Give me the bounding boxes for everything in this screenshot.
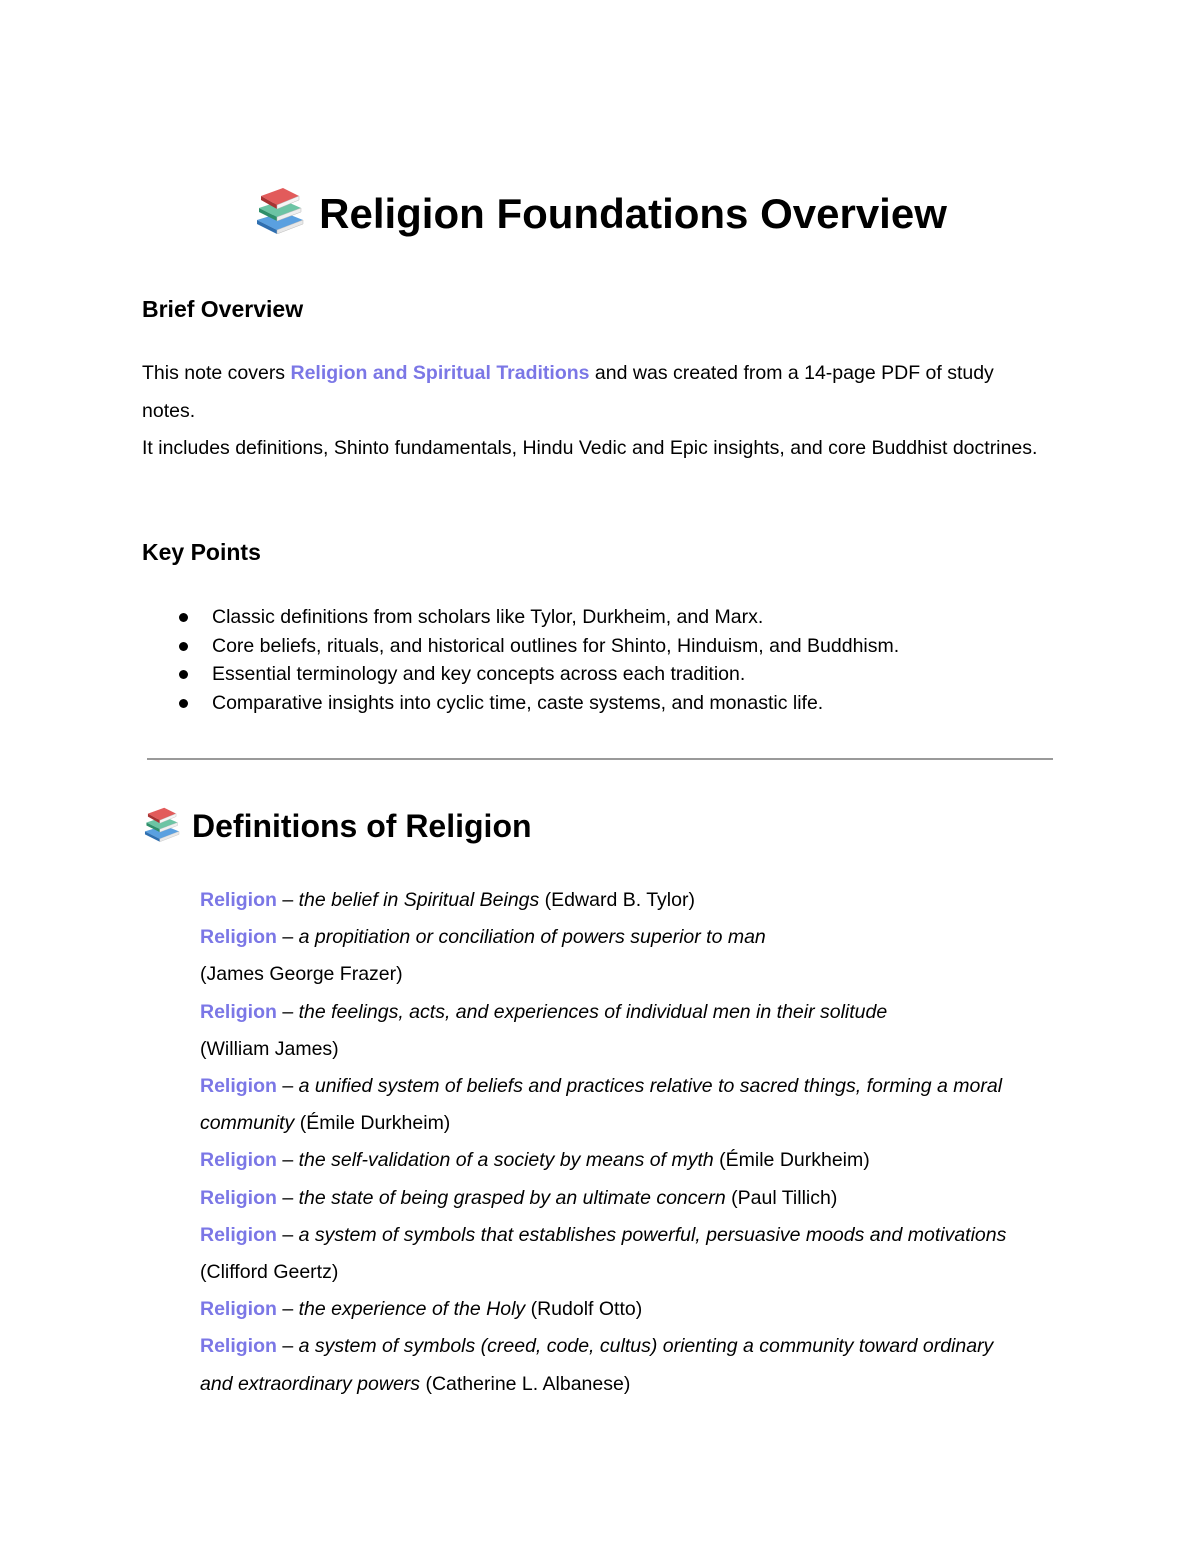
- list-item: [142, 689, 899, 718]
- definition-term: Religion: [200, 926, 277, 949]
- overview-topic-highlight: Religion and Spiritual Traditions: [290, 362, 590, 384]
- definition-term: Religion: [200, 1149, 277, 1172]
- definition-term: Religion: [200, 1000, 277, 1023]
- list-item: [142, 603, 899, 632]
- definition-item: [200, 1291, 1020, 1328]
- definition-author: (Rudolf Otto): [525, 1298, 643, 1321]
- definition-quote: a unified system of beliefs and practices relative to sacred things, forming a moral community: [200, 1075, 1003, 1135]
- definition-author: (Clifford Geertz): [200, 1261, 339, 1284]
- list-item-text: Comparative insights into cyclic time, caste systems, and monastic life.: [212, 691, 824, 714]
- definition-item: [200, 1180, 1020, 1217]
- brief-overview-paragraph: [142, 355, 1052, 468]
- brief-overview-heading: Brief Overview: [142, 296, 304, 322]
- definition-term: Religion: [200, 1298, 277, 1321]
- list-item-text: Essential terminology and key concepts across each tradition.: [212, 663, 746, 685]
- definition-author: (Paul Tillich): [725, 1186, 838, 1209]
- definition-quote: the self-validation of a society by means of myth: [298, 1149, 714, 1172]
- definition-quote: the state of being grasped by an ultimate concern: [298, 1186, 726, 1209]
- definition-item: [200, 1328, 1020, 1402]
- definitions-list: [200, 882, 1020, 1403]
- definition-item: [200, 919, 1020, 993]
- definition-item: [200, 994, 1020, 1068]
- list-item-text: Core beliefs, rituals, and historical outlines for Shinto, Hinduism, and Buddhism.: [212, 634, 900, 657]
- bullet-icon: [179, 699, 188, 708]
- overview-text-prefix: This note covers: [142, 362, 291, 384]
- definition-dash: –: [276, 1075, 299, 1098]
- definition-item: [200, 1068, 1020, 1142]
- definition-author: (Émile Durkheim): [713, 1149, 870, 1172]
- overview-text-line2: It includes definitions, Shinto fundamentals, Hindu Vedic and Epic insights, and core Buddhist doctrines.: [142, 437, 1038, 459]
- definition-author: (William James): [200, 1037, 339, 1060]
- definition-author: (James George Frazer): [200, 963, 403, 986]
- list-item: [142, 632, 899, 661]
- definition-author: (Émile Durkheim): [294, 1112, 451, 1135]
- definition-dash: –: [276, 1186, 299, 1209]
- definition-dash: –: [276, 926, 299, 949]
- definition-quote: the belief in Spiritual Beings: [298, 889, 540, 911]
- definition-term: Religion: [200, 889, 277, 911]
- list-item-text: Classic definitions from scholars like Tylor, Durkheim, and Marx.: [212, 606, 764, 628]
- section-divider: [147, 758, 1053, 760]
- books-icon: [253, 186, 307, 234]
- books-icon: [142, 806, 182, 842]
- definition-dash: –: [276, 1335, 299, 1358]
- definition-author: (Edward B. Tylor): [539, 889, 695, 911]
- key-points-heading: Key Points: [142, 539, 261, 565]
- definition-term: Religion: [200, 1075, 277, 1098]
- overview-text-suffix: and was created from a 14-page PDF of study notes.: [142, 362, 994, 422]
- bullet-icon: [179, 670, 188, 679]
- definition-dash: –: [276, 1000, 299, 1023]
- definition-quote: the experience of the Holy: [298, 1298, 526, 1321]
- definition-dash: –: [276, 1223, 299, 1246]
- definition-item: [200, 882, 1020, 919]
- bullet-icon: [179, 642, 188, 651]
- bullet-icon: [179, 613, 188, 622]
- title-text: Religion Foundations Overview: [319, 190, 947, 237]
- definition-quote: a system of symbols that establishes powerful, persuasive moods and motivations: [298, 1223, 1007, 1246]
- definitions-heading-text: Definitions of Religion: [192, 808, 532, 844]
- definition-term: Religion: [200, 1335, 277, 1358]
- definition-quote: a system of symbols (creed, code, cultus) orienting a community toward ordinary and extraordinary powers: [200, 1335, 994, 1395]
- definition-dash: –: [276, 889, 299, 911]
- definition-author: (Catherine L. Albanese): [420, 1372, 631, 1395]
- definition-dash: –: [276, 1298, 299, 1321]
- document-title: [0, 186, 1200, 242]
- definition-quote: the feelings, acts, and experiences of individual men in their solitude: [298, 1000, 888, 1023]
- definition-item: [200, 1217, 1020, 1291]
- definition-term: Religion: [200, 1186, 277, 1209]
- key-points-list: [142, 603, 899, 717]
- definition-dash: –: [276, 1149, 299, 1172]
- definition-quote: a propitiation or conciliation of powers superior to man: [298, 926, 766, 949]
- definition-term: Religion: [200, 1223, 277, 1246]
- list-item: [142, 660, 899, 689]
- definitions-heading: [142, 804, 532, 848]
- definition-item: [200, 1142, 1020, 1179]
